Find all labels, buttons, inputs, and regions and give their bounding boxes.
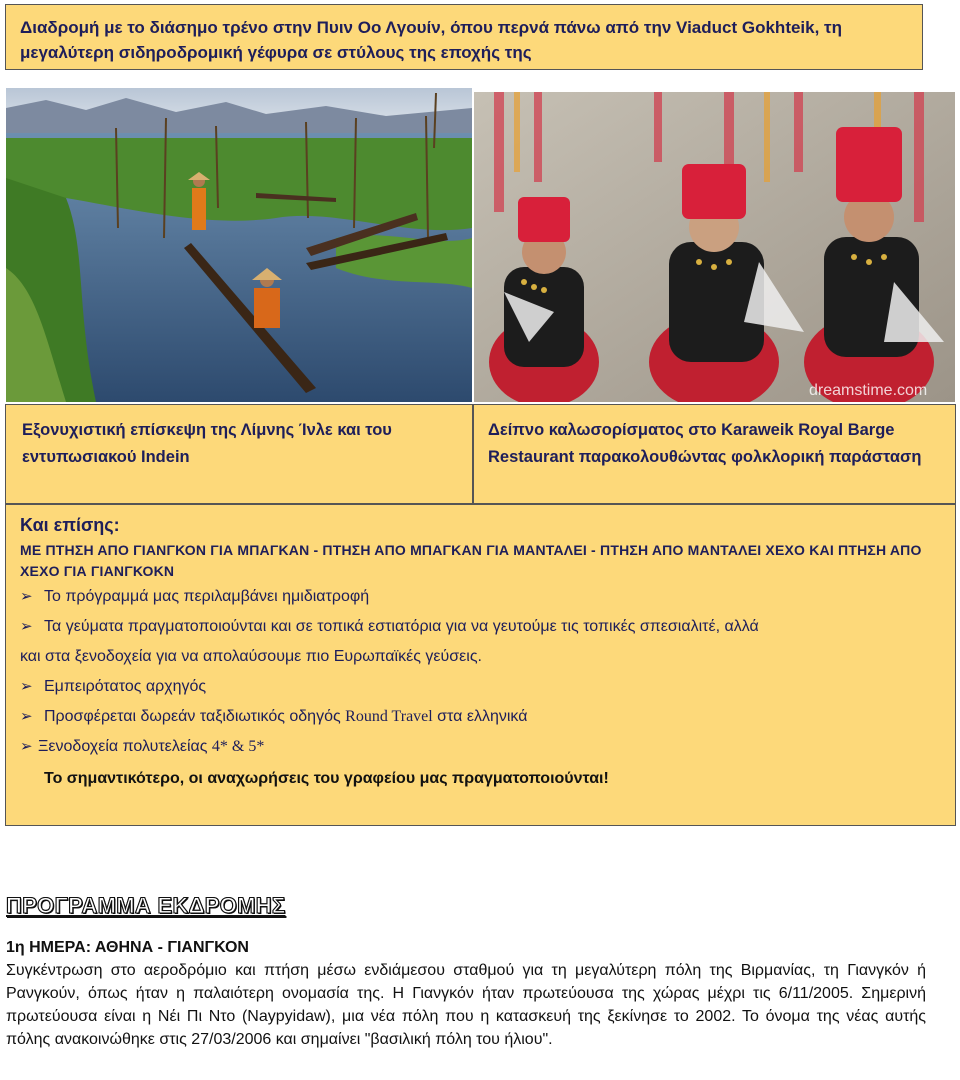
bullet-meals: ➢ Τα γεύματα πραγματοποιούνται και σε τοπικά εστιατόρια για να γευτούμε τις τοπικές σπεσιαλιτέ, αλλά [20,612,941,642]
day1-title: 1η ΗΜΕΡΑ: ΑΘΗΝΑ - ΓΙΑΝΓΚΟΝ [6,939,249,956]
extras-heading: Και επίσης: [20,515,120,535]
karaweik-dinner-caption: Δείπνο καλωσορίσματος στο Karaweik Royal Barge Restaurant παρακολουθώντας φολκλορική παράσταση [488,421,922,466]
bullet-tour-leader: ➢ Εμπειρότατος αρχηγός [20,672,941,702]
inle-lake-caption: Εξονυχιστική επίσκεψη της Λίμνης Ίνλε και του εντυπωσιακού Indein [22,421,392,466]
extras-section [5,504,956,826]
trip-highlight-title: Διαδρομή με το διάσημο τρένο στην Πυιν Οο Λγουίν, όπου περνά πάνω από την Viaduct Gokhteik, τη μεγαλύτερη σιδηροδρομική γέφυρα σε στύλους της εποχής της [20,18,843,62]
arrow-bullet-icon: ➢ [20,618,33,635]
bullet-travel-guide: ➢ Προσφέρεται δωρεάν ταξιδιωτικός οδηγός Round Travel στα ελληνικά [20,702,941,732]
round-travel-brand: Round Travel [345,708,433,725]
lake-illustration [6,88,472,402]
dreamstime-watermark: dreamstime.com [809,382,928,399]
program-section [6,893,926,1051]
inle-lake-photo [6,88,472,402]
caption-left [5,404,473,504]
arrow-bullet-icon: ➢ [20,588,33,605]
bullet-meals-continuation: και στα ξενοδοχεία για να απολαύσουμε πιο Ευρωπαϊκές γεύσεις. [20,648,482,665]
hotel-stars: 4* & 5* [211,738,265,755]
bullet-half-board: ➢ Το πρόγραμμά μας περιλαμβάνει ημιδιατροφή [20,582,941,612]
caption-right [473,404,956,504]
bullet-hotels: ➢ Ξενοδοχεία πολυτελείας 4* & 5* [20,732,941,762]
flights-info: ΜΕ ΠΤΗΣΗ ΑΠΟ ΓΙΑΝΓΚΟΝ ΓΙΑ ΜΠΑΓΚΑΝ - ΠΤΗΣΗ ΑΠΟ ΜΠΑΓΚΑΝ ΓΙΑ ΜΑΝΤΑΛΕΙ - ΠΤΗΣΗ ΑΠΟ ΜΑΝΤΑΛΕΙ ΧΕΧΟ ΚΑΙ ΠΤΗΣΗ ΑΠΟ ΧΕΧΟ ΓΙΑ ΓΙΑΝΓΚΟΚΝ [20,542,922,579]
dance-illustration [474,92,955,402]
title-banner [5,4,923,70]
departures-guaranteed-note: Το σημαντικότερο, οι αναχωρήσεις του γραφείου μας πραγματοποιούνται! [44,770,609,787]
arrow-bullet-icon: ➢ [20,708,33,725]
day1-text: Συγκέντρωση στο αεροδρόμιο και πτήση μέσω ενδιάμεσου σταθμού για τη μεγαλύτερη πόλη της Βιρμανίας, τη Γιανγκόν ή Ρανγκούν, όπως ήταν η παλαιότερη ονομασία της. Η Γιανγκόν ήταν πρωτεύουσα της χώρας μέχρι τις 6/11/2005. Σημερινή πρωτεύουσα είναι η Νέι Πι Ντο (Naypyidaw), μια νέα πόλη που η κατασκευή της ξεκίνησε το 2002. Το όνομα της νέας αυτής πόλης ανακοινώθηκε στις 27/03/2006 και σημαίνει "βασιλική πόλη του ήλιου". [6,962,926,1048]
arrow-bullet-icon: ➢ [20,738,33,755]
arrow-bullet-icon: ➢ [20,678,33,695]
program-title: ΠΡΟΓΡΑΜΜΑ ΕΚΔΡΟΜΗΣ [6,893,286,918]
folk-dance-photo [474,92,955,402]
